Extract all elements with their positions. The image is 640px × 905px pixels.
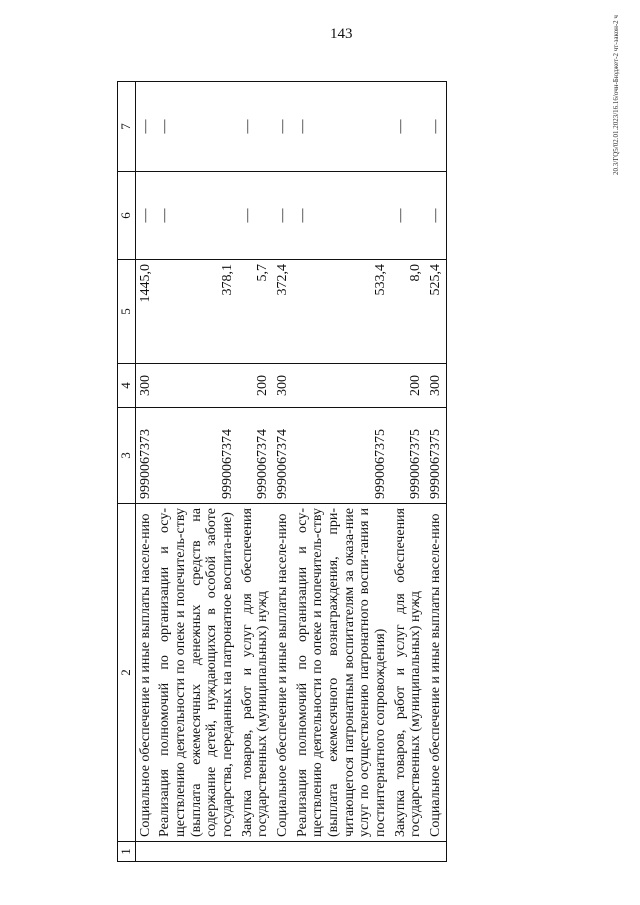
- table-header: [118, 82, 136, 862]
- table-row: [273, 82, 293, 862]
- header-col-6: 6: [118, 172, 136, 260]
- header-col-4: 4: [118, 364, 136, 408]
- table-row: [426, 82, 446, 862]
- row-kvr: 300: [273, 364, 293, 408]
- row-col1: [155, 842, 237, 862]
- row-code: 9990067375: [391, 408, 426, 504]
- row-description: Реализация полномочий по организации и осу-ществлению деятельности по опеке и попечитель-ству (выплата ежемесячного вознаграждения, при-читающегося патронатным воспитателям за оказа-ние услуг по осуществлению патронатного воспи-тания и постинтернатного сопровождения): [293, 504, 391, 842]
- row-kvr: 300: [426, 364, 446, 408]
- row-col7-dash: —: [238, 82, 273, 172]
- row-code: 9990067374: [155, 408, 237, 504]
- side-note: 20.3/ГQ5/02.01.2023/16.16/очн-Бюджет-2 чт-закон-2 ч: [612, 15, 620, 175]
- row-amount: 5,7: [238, 260, 273, 364]
- header-row: [118, 82, 136, 862]
- row-col7-dash: —: [293, 82, 391, 172]
- row-col1: [293, 842, 391, 862]
- row-amount: 1445,0: [135, 260, 155, 364]
- page-number: 143: [330, 26, 353, 42]
- row-description: Закупка товаров, работ и услуг для обеспечения государственных (муниципальных) нужд: [238, 504, 273, 842]
- row-col6-dash: —: [426, 172, 446, 260]
- row-amount: 533,4: [293, 260, 391, 364]
- row-col7-dash: —: [426, 82, 446, 172]
- row-col7-dash: —: [391, 82, 426, 172]
- row-col1: [273, 842, 293, 862]
- row-col7-dash: —: [273, 82, 293, 172]
- row-code: 9990067373: [135, 408, 155, 504]
- row-kvr: 200: [238, 364, 273, 408]
- table-row: [135, 82, 155, 862]
- row-kvr: [155, 364, 237, 408]
- row-description: Социальное обеспечение и иные выплаты населе-нию: [135, 504, 155, 842]
- header-col-7: 7: [118, 82, 136, 172]
- row-description: Социальное обеспечение и иные выплаты населе-нию: [426, 504, 446, 842]
- row-code: 9990067375: [293, 408, 391, 504]
- row-col6-dash: —: [155, 172, 237, 260]
- row-col1: [135, 842, 155, 862]
- row-col6-dash: —: [391, 172, 426, 260]
- row-code: 9990067374: [238, 408, 273, 504]
- header-col-1: 1: [118, 842, 136, 862]
- row-col6-dash: —: [273, 172, 293, 260]
- table-row: [293, 82, 391, 862]
- row-amount: 372,4: [273, 260, 293, 364]
- row-description: Реализация полномочий по организации и осу-ществлению деятельности по опеке и попечитель-ству (выплата ежемесячных денежных средств на содержание детей, нуждающихся в особой заботе государства, переданных на патронатное воспита-ние): [155, 504, 237, 842]
- row-description: Закупка товаров, работ и услуг для обеспечения государственных (муниципальных) нужд: [391, 504, 426, 842]
- row-amount: 378,1: [155, 260, 237, 364]
- row-kvr: [293, 364, 391, 408]
- budget-table-rotated: [117, 82, 607, 862]
- row-col1: [238, 842, 273, 862]
- table-row: [155, 82, 237, 862]
- budget-table: [117, 81, 447, 862]
- row-col6-dash: —: [293, 172, 391, 260]
- row-col1: [426, 842, 446, 862]
- table-body: [135, 82, 446, 862]
- row-code: 9990067374: [273, 408, 293, 504]
- row-col7-dash: —: [135, 82, 155, 172]
- header-col-2: 2: [118, 504, 136, 842]
- row-kvr: 200: [391, 364, 426, 408]
- row-code: 9990067375: [426, 408, 446, 504]
- table-row: [238, 82, 273, 862]
- header-col-3: 3: [118, 408, 136, 504]
- row-kvr: 300: [135, 364, 155, 408]
- row-amount: 525,4: [426, 260, 446, 364]
- row-col7-dash: —: [155, 82, 237, 172]
- table-row: [391, 82, 426, 862]
- row-amount: 8,0: [391, 260, 426, 364]
- row-col6-dash: —: [238, 172, 273, 260]
- row-description: Социальное обеспечение и иные выплаты населе-нию: [273, 504, 293, 842]
- row-col1: [391, 842, 426, 862]
- header-col-5: 5: [118, 260, 136, 364]
- row-col6-dash: —: [135, 172, 155, 260]
